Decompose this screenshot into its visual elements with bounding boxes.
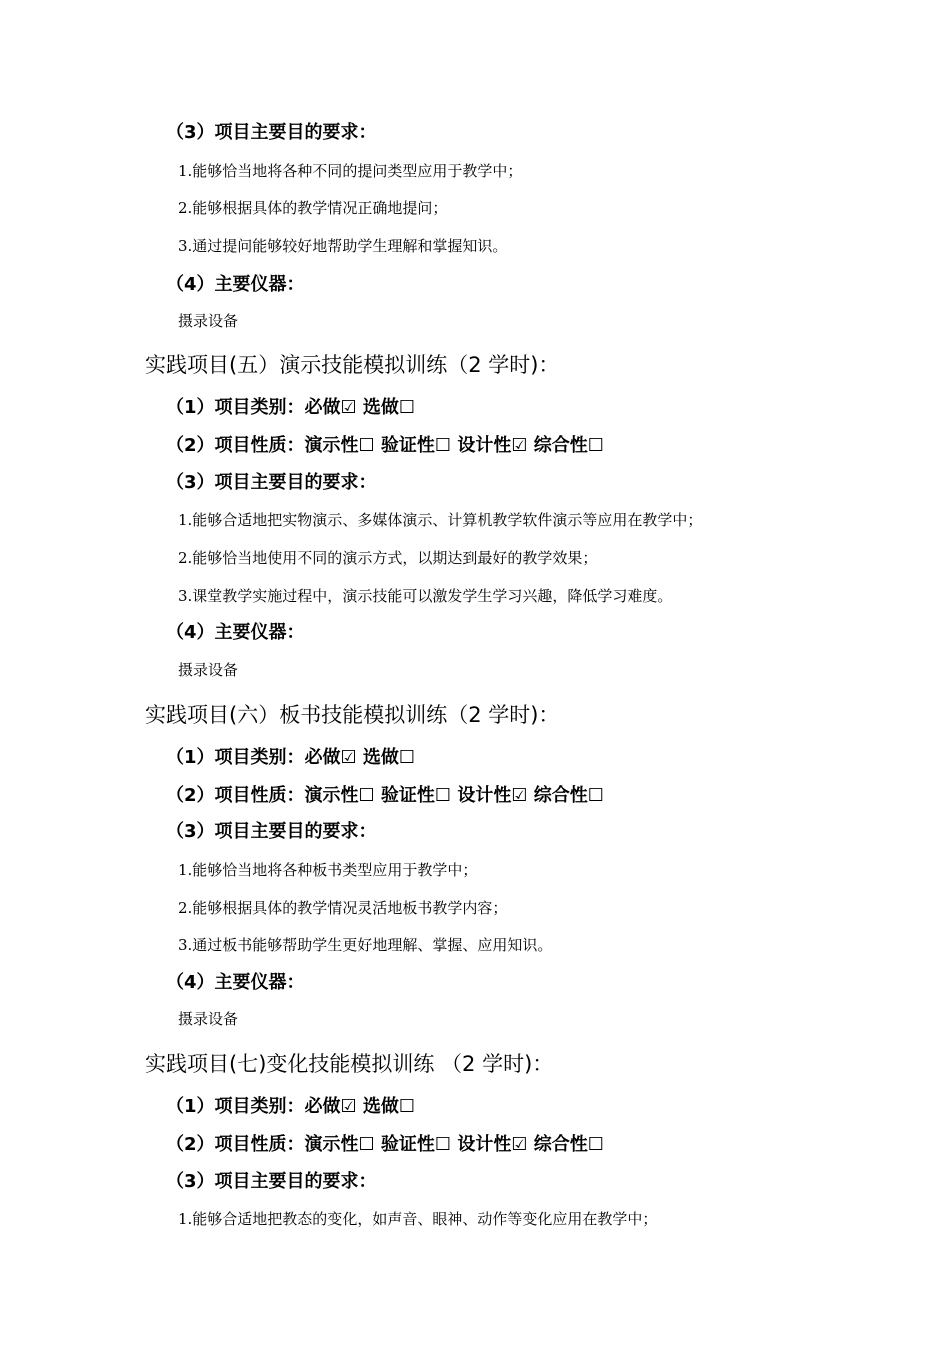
instrument-text: 摄录设备 [178, 312, 239, 330]
instrument-text: 摄录设备 [178, 1010, 239, 1028]
project-category: （1）项目类别：必做☑ 选做☐ [166, 1096, 416, 1117]
section-heading-instruments: （4）主要仪器： [166, 622, 305, 643]
project-heading: 实践项目(六）板书技能模拟训练（2 学时)： [145, 703, 560, 727]
list-item: 3.通过提问能够较好地帮助学生理解和掌握知识。 [178, 237, 508, 255]
project-category: （1）项目类别：必做☑ 选做☐ [166, 397, 416, 418]
instrument-text: 摄录设备 [178, 661, 239, 679]
section-heading-requirements: （3）项目主要目的要求： [166, 821, 377, 842]
project-nature: （2）项目性质：演示性☐ 验证性☐ 设计性☑ 综合性☐ [166, 1134, 604, 1155]
project-heading: 实践项目(七)变化技能模拟训练 （2 学时)： [145, 1052, 554, 1076]
section-heading-requirements: （3）项目主要目的要求： [166, 1171, 377, 1192]
list-item: 3.课堂教学实施过程中，演示技能可以激发学生学习兴趣，降低学习难度。 [178, 587, 673, 605]
project-nature: （2）项目性质：演示性☐ 验证性☐ 设计性☑ 综合性☐ [166, 785, 604, 806]
list-item: 1.能够恰当地将各种板书类型应用于教学中； [178, 861, 478, 879]
section-heading-requirements: （3）项目主要目的要求： [166, 122, 377, 143]
section-heading-instruments: （4）主要仪器： [166, 972, 305, 993]
section-heading-requirements: （3）项目主要目的要求： [166, 472, 377, 493]
project-nature: （2）项目性质：演示性☐ 验证性☐ 设计性☑ 综合性☐ [166, 435, 604, 456]
list-item: 2.能够根据具体的教学情况正确地提问； [178, 199, 448, 217]
list-item: 1.能够合适地把教态的变化，如声音、眼神、动作等变化应用在教学中； [178, 1210, 658, 1228]
project-heading: 实践项目(五）演示技能模拟训练（2 学时)： [145, 353, 560, 377]
list-item: 1.能够合适地把实物演示、多媒体演示、计算机教学软件演示等应用在教学中； [178, 511, 703, 529]
section-heading-instruments: （4）主要仪器： [166, 274, 305, 295]
list-item: 2.能够恰当地使用不同的演示方式，以期达到最好的教学效果； [178, 549, 598, 567]
list-item: 2.能够根据具体的教学情况灵活地板书教学内容； [178, 899, 508, 917]
list-item: 3.通过板书能够帮助学生更好地理解、掌握、应用知识。 [178, 936, 553, 954]
list-item: 1.能够恰当地将各种不同的提问类型应用于教学中； [178, 162, 523, 180]
project-category: （1）项目类别：必做☑ 选做☐ [166, 747, 416, 768]
